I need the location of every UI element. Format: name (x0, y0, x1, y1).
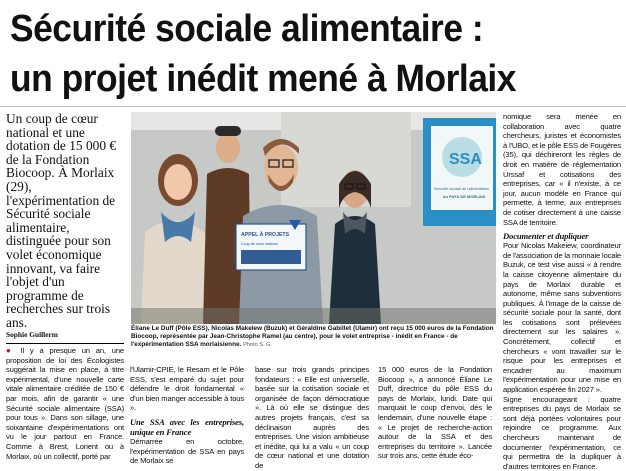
subhead-documenter: Documenter et dupliquer (503, 231, 589, 242)
photo-illustration (131, 112, 496, 324)
body-text: Il y a presque un an, une proposition de loi des Écologistes suggérait la mise en place, à titre expérimental, d'une nouvelle carte vitale alimentaire créditée de 150 € par mois, afin de garantir « une Sécurité sociale alimentaire (SSA) pour tous ». Dans son sillage, une soixantaine d'expérimentations ont vu le jour partout en France. Comme à Brest, Lorient ou à Morlaix, où un collectif, porté par (6, 346, 124, 461)
award-title: APPEL À PROJETS (241, 232, 290, 238)
body-column-3 (255, 365, 369, 471)
headline-line-1: Sécurité sociale alimentaire : (10, 8, 484, 50)
person-4 (329, 216, 381, 324)
screen-sub: du PAYS DE MORLAIX (443, 194, 486, 199)
body-text: l'Ulamir-CPIE, le Resam et le Pôle ESS, s'est emparé du sujet pour défendre le droit fondamental « d'un bien manger accessible à tous ». (130, 365, 244, 413)
body-text: Pour Nicolas Makeiew, coordinateur de l'association de la monnaie locale Buzuk, ce test vise aussi « à rendre la caisse citoyenne alimentaire du pays de Morlaix durable et autonome, même sans subventions publiques. À l'image de la caisse de sécurité sociale pour la santé, dont les cotisations sont prélevées directement sur les salaires ». Concrètement, collectif et chercheurs « vont travailler sur le risque pour les entreprises et encadrer au maximum l'expérimentation pour une mise en application espérée fin 2027 ». (503, 241, 621, 395)
body-text: 15 000 euros de la Fondation Biocoop », a annoncé Éliane Le Duff, directrice du pôle ESS du pays de Morlaix, lundi. Date qui marquait le coup d'envoi, dès le lendemain, d'une nouvelle étape : « Le projet de recherche-action autour de la SSA et des entreprises du territoire ». Lancée sur trois ans, cette étude éco- (378, 365, 492, 461)
screen-caption: Sécurité sociale de l'alimentation (434, 187, 490, 191)
body-text: Signe encourageant : quatre entreprises du pays de Morlaix se sont déjà portées volontaires pour rejoindre ce programme. Aux chercheurs maintenant de documenter l'expérimentation, ce qui permettra de la dupliquer à d'autres territoires en France. (503, 394, 621, 471)
headline-line-2: un projet inédit mené à Morlaix (10, 58, 516, 100)
screen-logo: SSA (449, 151, 482, 168)
photo-caption (131, 325, 499, 349)
award-sub: Coup de cœur national (241, 242, 278, 246)
headline-rule (0, 106, 626, 107)
body-text: nomique sera menée en collaboration avec quatre chercheurs, juristes et économistes à l'UBO, et le pôle ESS de Fougères (35), qui déchireront les règles de droit en matière de réglementation Urssaf et cotisations des entreprises, car « il n'existe, à ce jour, aucun modèle en France qui permette, à terme, aux entreprises de cotiser directement à une caisse SSA de territoire. (503, 112, 621, 227)
subhead-entreprises: Une SSA avec les entreprises, unique en France (130, 416, 244, 437)
body-text: base sur trois grands principes fondateurs : « Elle est universelle, basée sur la cotisation sociale et organisée de façon démocratique ». Là où elle se distingue des autres projets français, c'est sa déclinaison auprès des entreprises. Une vision ambitieuse et inédite, qui lui a valu « un coup de cœur national et une dotation de (255, 365, 369, 470)
body-column-2 (130, 365, 244, 466)
photo-credit: Photo S. G. (243, 342, 273, 348)
person-2 (216, 133, 240, 163)
body-column-5 (503, 112, 621, 471)
caption-text: Éliane Le Duff (Pôle ESS), Nicolas Makelew (Buzuk) et Géraldine Gabillet (Ulamir) ont reçu 15 000 euros de la Fondation Biocoop, représentée par Jean-Christophe Ramel (au centre), pour le volet entreprise - inédit en France - de l'expérimentation SSA morlaisienne. (131, 325, 494, 348)
lead-paragraph: Un coup de cœur national et une dotation de 15 000 € de la Fondation Biocoop. À Morlaix (29), l'expérimentation de Sécurité sociale alimentaire, distinguée pour son volet économique innovant, va faire l'objet d'un programme de recherches sur trois ans. (6, 111, 117, 330)
body-text: Démarrée en octobre, l'expérimentation de SSA en pays de Morlaix se (130, 436, 244, 466)
headline (10, 4, 577, 104)
byline-rule (6, 343, 124, 344)
byline: Sophie Guillerm (6, 330, 58, 339)
body-column-4 (378, 365, 492, 461)
body-column-1 (6, 346, 124, 461)
article-photo (131, 112, 496, 324)
bullet-icon: ● (6, 346, 15, 355)
